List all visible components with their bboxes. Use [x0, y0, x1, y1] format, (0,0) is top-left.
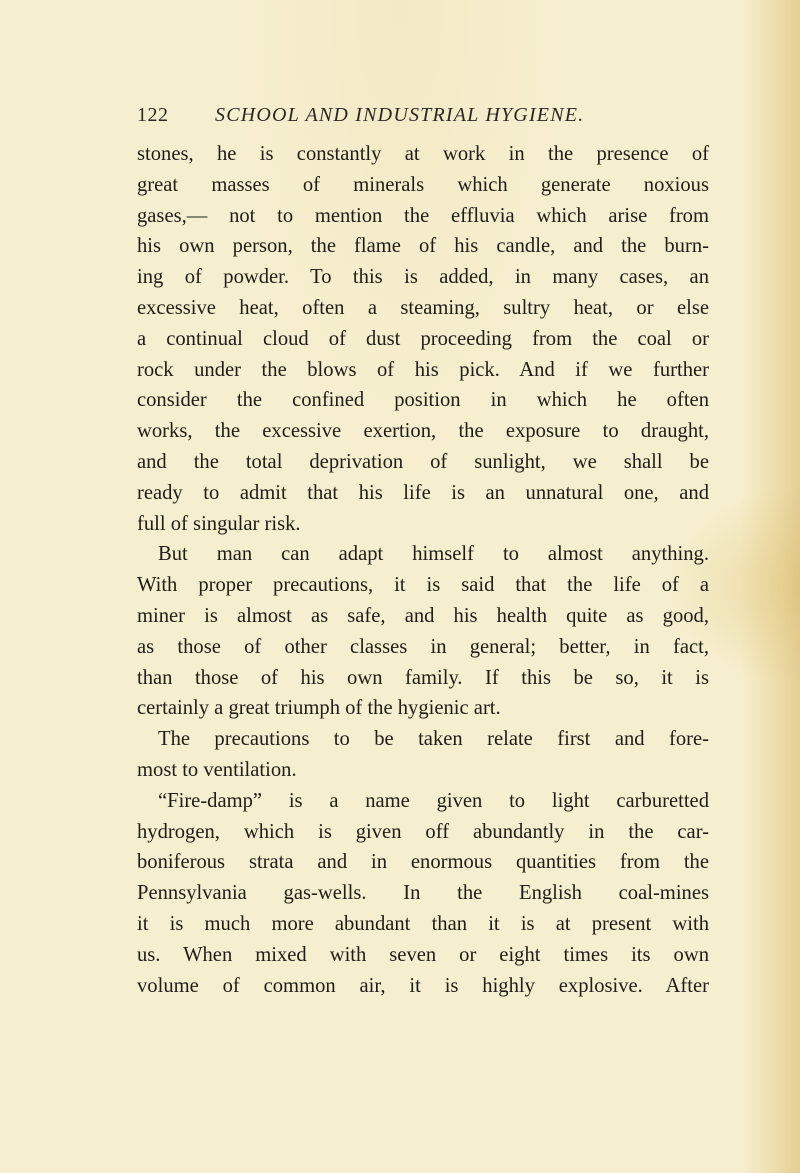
text-line: full of singular risk. — [137, 512, 301, 535]
text-line: rock under the blows of his pick. And if we further — [137, 358, 709, 381]
text-line: certainly a great triumph of the hygienic art. — [137, 697, 501, 720]
text-line: ing of powder. To this is added, in many cases, an — [137, 266, 709, 289]
text-line: as those of other classes in general; better, in fact, — [137, 635, 709, 658]
text-line: us. When mixed with seven or eight times its own — [137, 943, 709, 966]
text-line: his own person, the flame of his candle, and the burn- — [137, 235, 709, 258]
text-line: hydrogen, which is given off abundantly in the car- — [137, 820, 709, 843]
text-line: volume of common air, it is highly explosive. After — [137, 974, 709, 997]
text-line: a continual cloud of dust proceeding from the coal or — [137, 327, 709, 350]
text-line: consider the confined position in which he often — [137, 389, 709, 412]
text-line: The precautions to be taken relate first and fore- — [158, 728, 709, 751]
page-edge-stain — [740, 0, 800, 1173]
running-title: SCHOOL AND INDUSTRIAL HYGIENE. — [215, 104, 585, 126]
text-line: it is much more abundant than it is at present with — [137, 912, 709, 935]
page-number: 122 — [137, 104, 169, 126]
text-line: boniferous strata and in enormous quantities from the — [137, 851, 709, 874]
text-line: But man can adapt himself to almost anything. — [158, 543, 709, 566]
text-line: excessive heat, often a steaming, sultry heat, or else — [137, 296, 709, 319]
text-line: than those of his own family. If this be so, it is — [137, 666, 709, 689]
text-line: miner is almost as safe, and his health quite as good, — [137, 604, 709, 627]
body-text — [137, 139, 709, 1001]
text-line: ready to admit that his life is an unnatural one, and — [137, 481, 709, 504]
text-line: Pennsylvania gas-wells. In the English coal-mines — [137, 882, 709, 905]
text-line: gases,— not to mention the effluvia which arise from — [137, 204, 709, 227]
text-line: stones, he is constantly at work in the presence of — [137, 143, 709, 165]
text-line: With proper precautions, it is said that the life of a — [137, 574, 709, 597]
text-line: “Fire-damp” is a name given to light carburetted — [158, 789, 709, 812]
text-line: great masses of minerals which generate noxious — [137, 173, 709, 196]
running-head — [137, 100, 657, 130]
text-line: works, the excessive exertion, the exposure to draught, — [137, 420, 709, 443]
text-line: most to ventilation. — [137, 758, 297, 781]
text-line: and the total deprivation of sunlight, we shall be — [137, 450, 709, 473]
